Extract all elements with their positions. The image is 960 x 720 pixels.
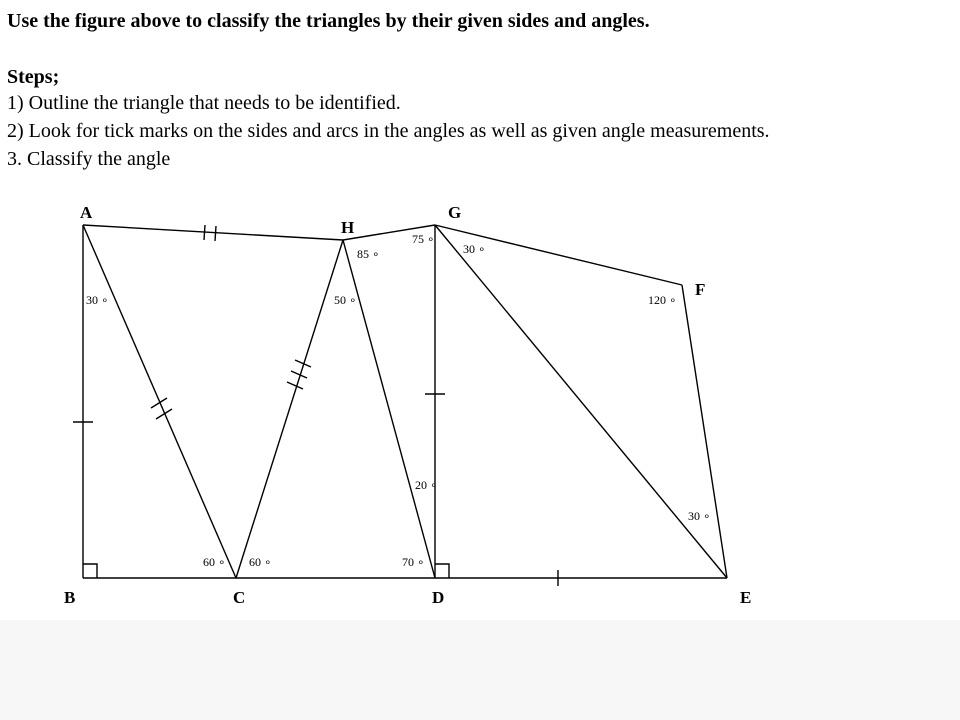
instructions-title: Use the figure above to classify the triangles by their given sides and angles.	[7, 10, 650, 32]
segment-ah	[83, 225, 343, 240]
step-3: 3. Classify the angle	[7, 148, 171, 170]
vertex-label-a: A	[80, 203, 93, 222]
angle-label-c-left-60: 60 ∘	[203, 555, 226, 569]
right-angle-d	[435, 564, 449, 578]
tick-ah-1	[204, 225, 205, 240]
angle-label-f-120: 120 ∘	[648, 293, 677, 307]
vertex-label-h: H	[341, 218, 355, 237]
tick-ch-1	[287, 382, 303, 389]
vertex-labels	[64, 203, 751, 607]
angle-label-d-70: 70 ∘	[402, 555, 425, 569]
vertex-label-c: C	[233, 588, 246, 607]
angle-label-e-30: 30 ∘	[688, 509, 711, 523]
step-1: 1) Outline the triangle that needs to be identified.	[7, 92, 401, 114]
vertex-label-b: B	[64, 588, 76, 607]
angle-label-h-50: 50 ∘	[334, 293, 357, 307]
angle-label-d-20: 20 ∘	[415, 478, 438, 492]
segment-hd	[343, 240, 435, 578]
angle-labels	[86, 232, 711, 569]
angle-label-a-30: 30 ∘	[86, 293, 109, 307]
segment-ch	[236, 240, 343, 578]
figure-lines	[73, 225, 727, 586]
vertex-label-e: E	[740, 588, 752, 607]
angle-label-c-right-60: 60 ∘	[249, 555, 272, 569]
angle-label-g-75: 75 ∘	[412, 232, 435, 246]
right-angle-b	[83, 564, 97, 578]
vertex-label-g: G	[448, 203, 462, 222]
segment-fe	[682, 285, 727, 578]
angle-label-g-30: 30 ∘	[463, 242, 486, 256]
vertex-label-f: F	[695, 280, 706, 299]
segment-ac	[83, 225, 236, 578]
step-2: 2) Look for tick marks on the sides and arcs in the angles as well as given angle measurements.	[7, 120, 770, 142]
vertex-label-d: D	[432, 588, 445, 607]
steps-heading: Steps;	[7, 66, 60, 88]
angle-label-h-85: 85 ∘	[357, 247, 380, 261]
tick-ah-2	[215, 226, 216, 241]
segment-ge	[435, 225, 727, 578]
